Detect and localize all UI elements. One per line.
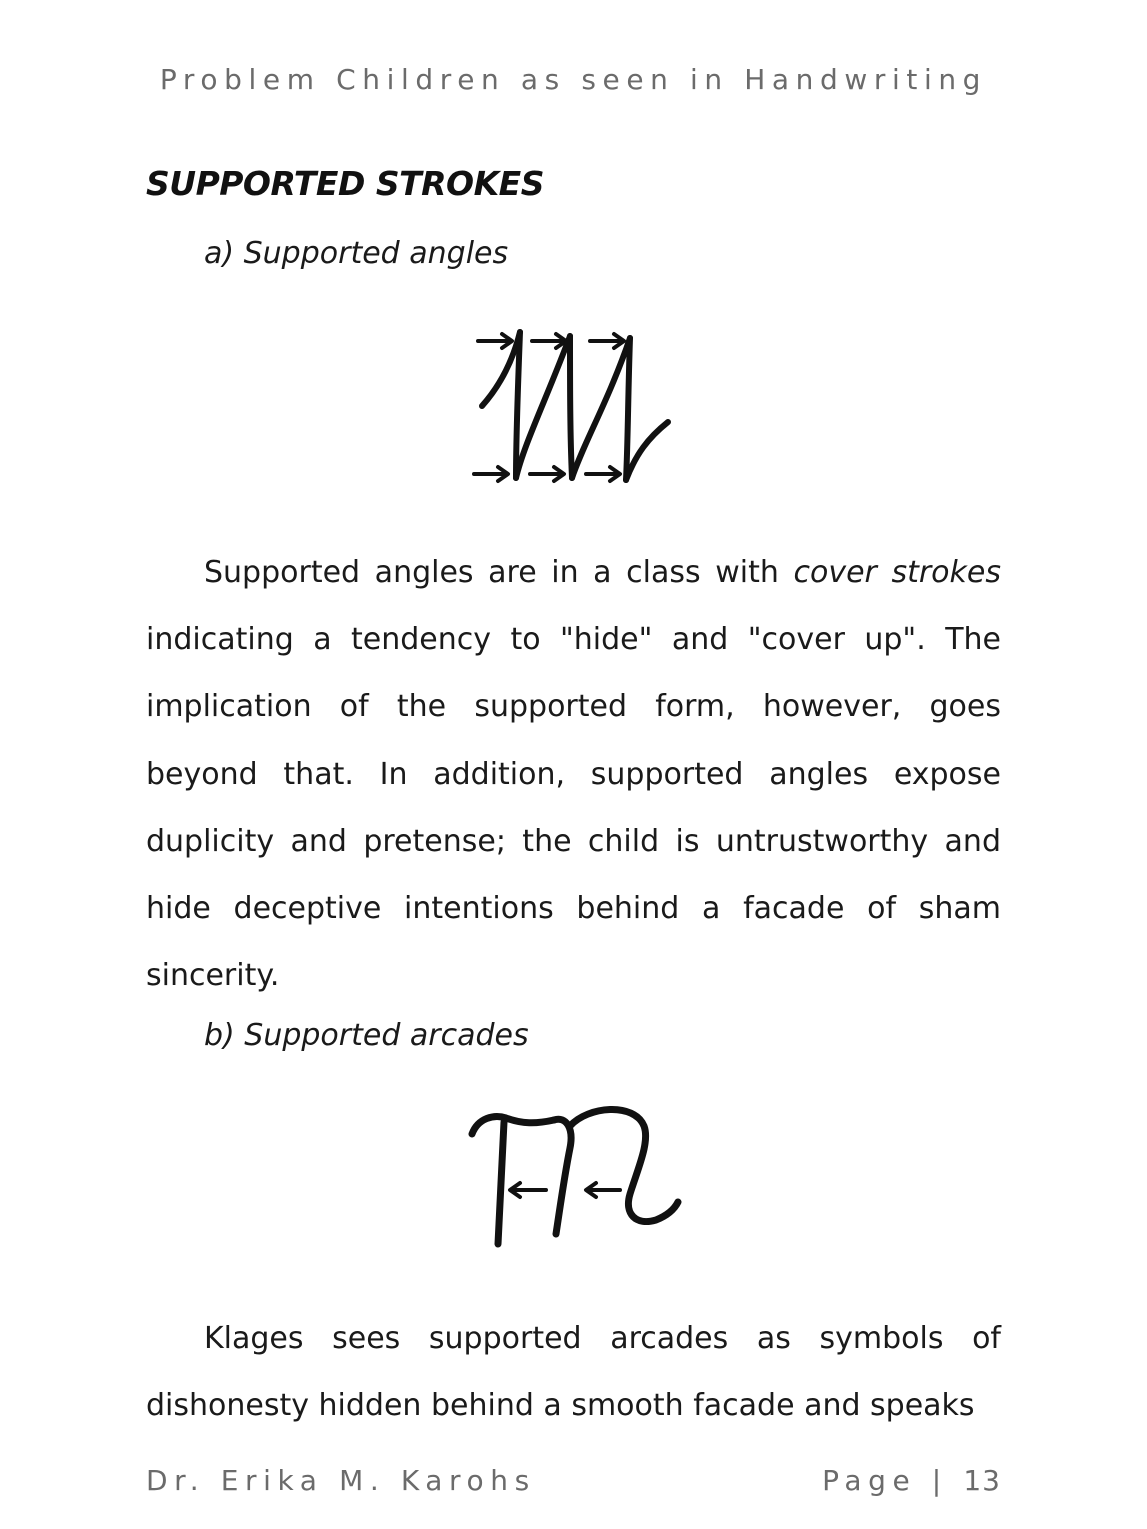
- paragraph-rest: indicating a tendency to "hide" and "cover up". The implication of the supported form, however, goes beyond that. In addition, supported angles expose duplicity and pretense; the child is untrustworthy and hide deceptive intentions behind a facade of sham sincerity.: [146, 622, 1001, 994]
- subheading-supported-arcades: b) Supported arcades: [204, 1018, 529, 1053]
- emphasis-cover-strokes: cover strokes: [793, 555, 1001, 590]
- page-label: Page |: [822, 1464, 948, 1497]
- running-header: Problem Children as seen in Handwriting: [159, 63, 988, 96]
- supported-arcades-figure: [458, 1098, 698, 1258]
- paragraph-supported-angles: [146, 539, 1001, 1009]
- subheading-supported-angles: a) Supported angles: [204, 236, 509, 271]
- footer-author: Dr. Erika M. Karohs: [146, 1464, 536, 1497]
- footer-page-number: [822, 1461, 1001, 1501]
- page-number: 13: [963, 1464, 1001, 1497]
- section-title: SUPPORTED STROKES: [146, 164, 544, 203]
- paragraph-supported-arcades: Klages sees supported arcades as symbols of dishonesty hidden behind a smooth facade and speaks: [146, 1321, 1001, 1424]
- supported-angles-figure: [466, 324, 676, 490]
- paragraph-lead: Supported angles are in a class with: [204, 555, 794, 590]
